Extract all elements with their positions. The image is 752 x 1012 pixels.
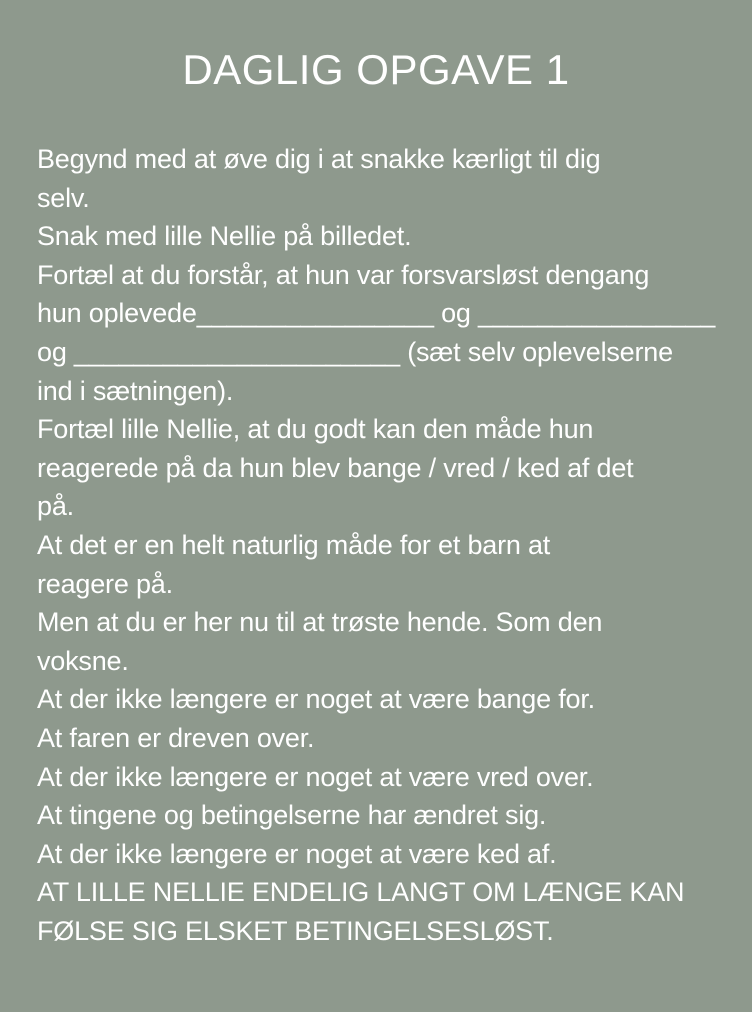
page-title: DAGLIG OPGAVE 1 [182,46,570,93]
text-line: Fortæl at du forstår, at hun var forsvarsløst dengang [37,259,650,290]
text-line: ind i sætningen). [37,375,234,406]
text-line: og ______________________ (sæt selv oplevelserne [37,336,673,367]
text-line: reagerede på da hun blev bange / vred / ked af det [37,452,634,483]
text-line: At der ikke længere er noget at være ked af. [37,838,557,869]
text-line: At tingene og betingelserne har ændret sig. [37,800,547,831]
text-line: Fortæl lille Nellie, at du godt kan den måde hun [37,414,594,445]
text-line: At faren er dreven over. [37,722,315,753]
text-line: på. [37,491,74,522]
text-line: At det er en helt naturlig måde for et barn at [37,529,551,560]
text-line: AT LILLE NELLIE ENDELIG LANGT OM LÆNGE KAN [37,877,685,908]
text-line: Begynd med at øve dig i at snakke kærligt til dig [37,144,601,174]
text-line: At der ikke længere er noget at være bange for. [37,684,595,715]
text-line: FØLSE SIG ELSKET BETINGELSESLØST. [37,915,554,946]
text-line: Snak med lille Nellie på billedet. [37,221,412,252]
text-line: At der ikke længere er noget at være vred over. [37,761,594,792]
text-line: reagere på. [37,568,173,599]
text-line: voksne. [37,645,129,676]
text-line: hun oplevede________________ og ________________ [37,298,716,329]
task-body [37,140,727,950]
text-line: Men at du er her nu til at trøste hende. Som den [37,607,603,638]
text-line: selv. [37,182,90,213]
